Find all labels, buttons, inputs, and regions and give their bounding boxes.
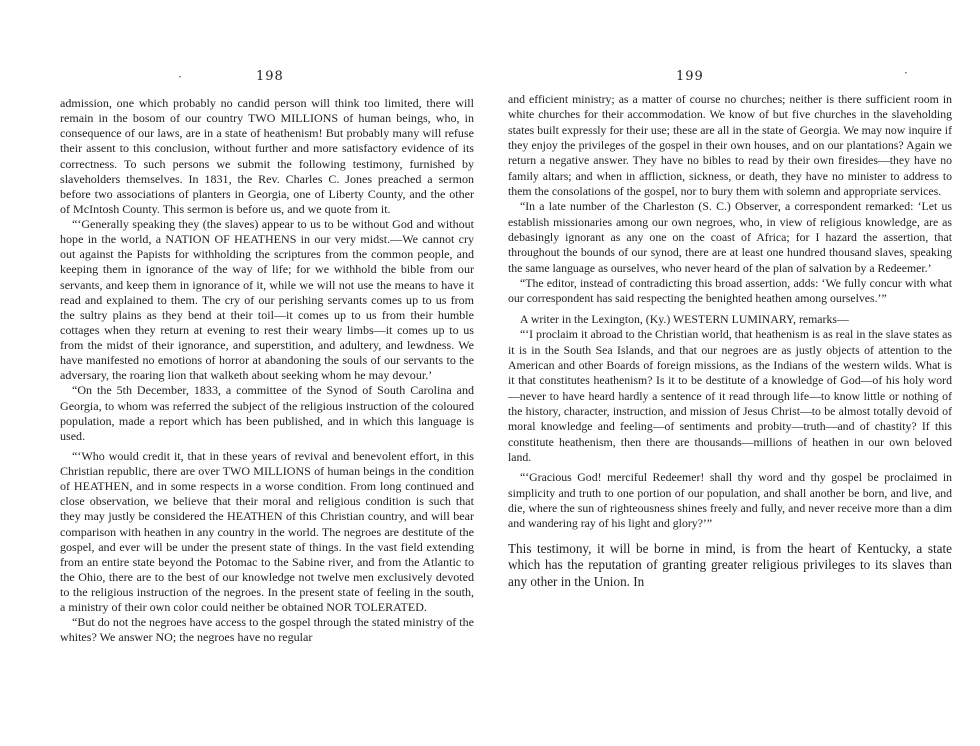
paragraph: “‘Gracious God! merciful Redeemer! shall thy word and thy gospel be proclaimed in simplicity and truth to one portion of our population, and shall another be born, and live, and die, where the sun of righteousness shines freely and fully, and never receive more than a dim and wandering ray of his light and glory?’”: [508, 470, 952, 531]
paragraph: “On the 5th December, 1833, a committee of the Synod of South Carolina and Georgia, to whom was referred the subject of the religious instruction of the coloured population, made a report which has been published, and in which this language is used.: [60, 383, 474, 443]
paragraph: admission, one which probably no candid person will think too limited, there will remain in the bosom of our country TWO MILLIONS of human beings, who, in consequence of our laws, are in a state of heathenism! But probably many will refuse their assent to this conclusion, without further and more satisfactory evidence of its correctness. To such persons we submit the following testimony, furnished by slaveholders themselves. In 1831, the Rev. Charles C. Jones preached a sermon before two associations of planters in Georgia, one of Liberty County, and the other of McIntosh County. This sermon is before us, and we quote from it.: [60, 96, 474, 216]
paragraph: This testimony, it will be borne in mind, is from the heart of Kentucky, a state which has the reputation of granting greater religious privileges to its slaves than any other in the Union. In: [508, 540, 952, 589]
page-mark: ·: [178, 70, 182, 84]
paragraph: “But do not the negroes have access to the gospel through the stated ministry of the whites? We answer NO; the negroes have no regular: [60, 615, 474, 645]
paragraph: “The editor, instead of contradicting this broad assertion, adds: ‘We fully concur with what our correspondent has said respecting the benighted heathen among ourselves.’”: [508, 276, 952, 306]
right-page: [490, 0, 980, 746]
paragraph: A writer in the Lexington, (Ky.) WESTERN LUMINARY, remarks—: [520, 311, 849, 326]
page-mark: ·: [904, 66, 908, 80]
paragraph: “‘Generally speaking they (the slaves) appear to us to be without God and without hope in the world, a NATION OF HEATHENS in our very midst.—We cannot cry out against the Papists for withholding the scriptures from the common people, and keeping them in ignorance of the way of life; for we withhold the bible from our servants, and keep them in ignorance of it, while we will not use the means to have it read and explained to them. The cry of our perishing servants comes up to us from the sultry plains as they bend at their toil—it comes up to us from their humble cottages when they return at evening to rest their weary limbs—it comes up to us from the midst of their ignorance, and superstition, and adultery, and lewdness. We have manifested no emotions of horror at abandoning the souls of our servants to the adversary, the roaring lion that walketh about seeking whom he may devour.’: [60, 217, 474, 383]
paragraph: “‘Who would credit it, that in these years of revival and benevolent effort, in this Christian republic, there are over TWO MILLIONS of human beings in the condition of HEATHEN, and in some respects in a worse condition. From long continued and close observation, we believe that their moral and religious condition is such that they may justly be considered the HEATHEN of this Christian country, and will bear comparison with heathen in any country in the world. The negroes are destitute of the gospel, and ever will be under the present state of things. In the vast field extending from an entire state beyond the Potomac to the Sabine river, and from the Atlantic to the Ohio, there are to the best of our knowledge not twelve men exclusively devoted to the religious instruction of the negroes. In the present state of feeling in the south, a ministry of their own color could neither be obtained NOR TOLERATED.: [60, 448, 474, 615]
paragraph: “‘I proclaim it abroad to the Christian world, that heathenism is as real in the slave states as it is in the South Sea Islands, and that our negroes are as justly objects of attention to the American and other Boards of foreign missions, as the Indians of the western wilds. What is it that constitutes heathenism? Is it to be destitute of a knowledge of God—of his holy word—never to have heard hardly a sentence of it read through life—to know little or nothing of the history, character, instruction, and mission of Jesus Christ—to be almost totally devoid of moral knowledge and feeling—of sentiments and probity—truth—and of chastity? If this constitute heathenism, then there are thousands—millions of heathen in our own beloved land.: [508, 327, 952, 464]
page-number: 199: [676, 69, 704, 84]
paragraph: “In a late number of the Charleston (S. C.) Observer, a correspondent remarked: ‘Let us establish missionaries among our own negroes, who, in view of religious knowledge, are as debasingly ignorant as any one on the coast of Africa; for I hazard the assertion, that throughout the bounds of our synod, there are at least one hundred thousand slaves, speaking the same language as ourselves, who never heard of the plan of salvation by a Redeemer.’: [508, 199, 952, 275]
right-page-body: [508, 92, 952, 590]
paragraph: and efficient ministry; as a matter of course no churches; neither is there sufficient room in white churches for their accommodation. We know of but five churches in the slaveholding states built expressly for their use; these are all in the state of Georgia. We may now inquire if they enjoy the privileges of the gospel in their own houses, and on our plantations? Again we return a negative answer. They have no bibles to read by their own firesides—they have no family altars; and when in affliction, sickness, or death, they have no minister to address to them the consolations of the gospel, nor to bury them with solemn and appropriate services.: [508, 92, 952, 199]
page-number: 198: [256, 69, 284, 84]
left-page-body: [60, 96, 474, 646]
